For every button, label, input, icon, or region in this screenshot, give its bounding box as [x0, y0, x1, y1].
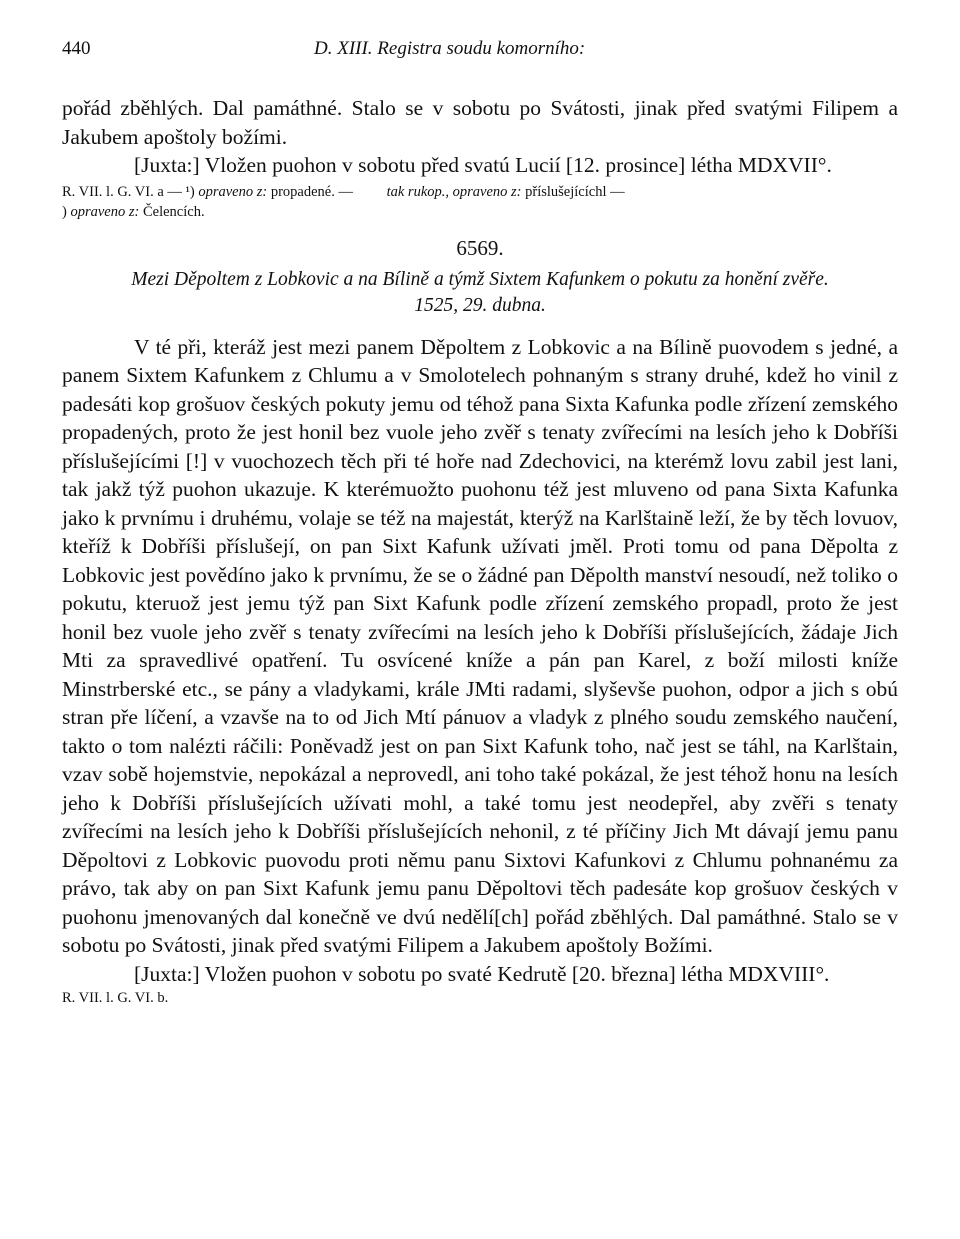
- footnotes: [62, 182, 898, 222]
- continuation-block: [62, 94, 898, 222]
- footnote-1-word: propadené.: [270, 183, 335, 200]
- document-juxta: [Juxta:] Vložen puohon v sobotu po svaté Kedrutě [20. března] létha MDXVIII°.: [134, 961, 830, 986]
- footnote-line-2: [62, 202, 898, 222]
- footnote-1-dash: — ¹): [167, 183, 195, 200]
- document-page: [62, 38, 898, 1008]
- page-number: 440: [62, 38, 91, 59]
- footnote-2-word: příslušejícíchl —: [525, 183, 625, 200]
- footnote-2-label: tak rukop., opraveno z:: [386, 183, 522, 200]
- footnote-3-label: opraveno z:: [70, 203, 140, 220]
- footnote-3-word: Čelencích.: [142, 203, 205, 220]
- document-body: [62, 333, 898, 1009]
- document-paragraph: V té při, kteráž jest mezi panem Děpoltem z Lobkovic a na Bílině puovodem s jedné, a panem Sixtem Kafunkem z Chlumu a v Smolotelech pohnaným s strany druhé, kdež ho vinil z padesáti kop grošuov českých pokuty jemu od téhož pana Sixta Kafunka podle zřízení zemského propadených, proto že jest honil bez vuole jeho zvěř s tenaty zvířecími na lesích jeho k Dobříši příslušejícími [!] v vuochozech těch při té hoře nad Zdechovici, na kterémž lovu zabil jest lani, tak jakž týž puohon ukazuje. K kterémuožto puohonu též jest mluveno od pana Sixta Kafunka jako k prvnímu i druhému, volaje se též na majestát, kterýž na Karlštaině leží, že by těch lovuov, kteříž k Dobříši příslušejí, on pan Sixt Kafunk užívati jměl. Proti tomu od pana Děpolta z Lobkovic jest povědíno jako k prvnímu, že se o žádné pan Děpolth manství nesoudí, než toliko o pokutu, kteruož jest jemu týž pan Sixt Kafunk podle zřízení zemského propadl, proto že jest honil bez vuole jeho zvěř s tenaty zvířecími na lesích jeho k Dobříši příslušejících, žádaje Jich Mti za spravedlivé opatření. Tu osvícené kníže a pán pan Karel, z boží milosti kníže Minstrberské etc., se pány a vladykami, krále JMti radami, slyševše puohon, odpor a jich s obú stran pře líčení, a vzavše na to od Jich Mtí pánuov a vladyk z plného soudu zemského naučení, takto o tom nalézti ráčili: Poněvadž jest on pan Sixt Kafunk toho, nač jest se táhl, na Karlštain, vzav sobě hojemstvie, nepokázal a neprovedl, ani toho také pokázal, že jest téhož honu na lesích jeho k Dobříši příslušejících užívati mohl, a také tomu jest neodepřel, aby zvěři s tenaty zvířecími na lesích jeho k Dobříši příslušejících nehonil, z té příčiny Jich Mt dávají jemu panu Děpoltovi z Lobkovic puovodu proti němu panu Sixtovi Kafunkovi z Chlumu pohnanému za právo, tak aby on pan Sixt Kafunk jemu panu Děpoltovi těch padesáte kop grošuov českých v puohonu jmenovaných dal konečně ve dvú nedělí[ch] pořád zběhlých. Dal památhné. Stalo se v sobotu po Svátosti, jinak před svatými Filipem a Jakubem apoštoly Božími.: [62, 334, 898, 957]
- footnote-1-label: opraveno z:: [198, 183, 268, 200]
- running-title: D. XIII. Registra soudu komorního:: [314, 38, 586, 59]
- footnote-2-dash: —: [338, 183, 353, 200]
- footnote-3-mark: ): [62, 203, 67, 220]
- page-header: [62, 38, 898, 70]
- register-signature: R. VII. l. G. VI. a: [62, 183, 164, 200]
- document-signature: R. VII. l. G. VI. b.: [62, 990, 169, 1006]
- continuation-paragraph: pořád zběhlých. Dal památhné. Stalo se v sobotu po Svátosti, jinak před svatými Filipem a Jakubem apoštoly božími.: [62, 96, 898, 149]
- document-title: [62, 267, 898, 319]
- document-title-text: Mezi Děpoltem z Lobkovic a na Bílině a týmž Sixtem Kafunkem o pokutu za honění zvěře.: [131, 268, 829, 290]
- juxta-note: [Juxta:] Vložen puohon v sobotu před svatú Lucií [12. prosince] létha MDXVII°.: [134, 153, 832, 177]
- document-number: 6569.: [456, 235, 504, 260]
- document-date: 1525, 29. dubna.: [414, 294, 546, 316]
- footnote-line-1: [62, 182, 898, 202]
